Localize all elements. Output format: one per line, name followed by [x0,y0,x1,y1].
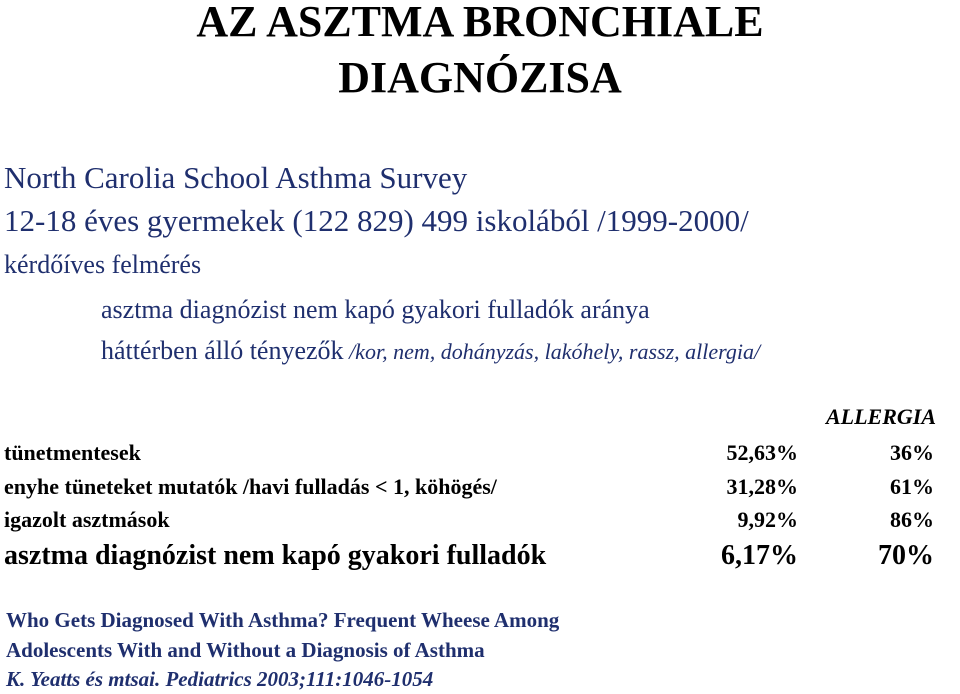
aim-factors-detail: /kor, nem, dohányzás, lakóhely, rassz, allergia/ [343,339,761,364]
reference-title-line-1: Who Gets Diagnosed With Asthma? Frequent Wheese Among [6,608,560,632]
aim-factors-main: háttérben álló tényezők [101,336,344,365]
reference-title-line-2: Adolescents With and Without a Diagnosis of Asthma [6,638,485,662]
survey-method: kérdőíves felmérés [4,250,202,279]
survey-population: 12-18 éves gyermekek (122 829) 499 iskolából /1999-2000/ [4,203,749,238]
row-percent-confirmed-asthma: 9,92% [737,507,798,532]
allergy-column-header: ALLERGIA [826,404,937,429]
reference-citation: K. Yeatts és mtsai. Pediatrics 2003;111:1046-1054 [6,667,434,691]
row-label-symptom-free: tünetmentesek [4,440,141,465]
row-label-mild-symptoms: enyhe tüneteket mutatók /havi fulladás < 1, köhögés/ [4,474,497,499]
slide-title-line-1: AZ ASZTMA BRONCHIALE [196,0,764,46]
row-allergy-symptom-free: 36% [890,440,934,465]
row-label-undiagnosed-wheezers: asztma diagnózist nem kapó gyakori fulladók [4,540,547,571]
row-percent-mild-symptoms: 31,28% [726,474,798,499]
slide-title-line-2: DIAGNÓZISA [338,53,622,102]
row-percent-symptom-free: 52,63% [726,440,798,465]
row-allergy-undiagnosed-wheezers: 70% [878,540,934,571]
row-percent-undiagnosed-wheezers: 6,17% [721,540,798,571]
row-allergy-confirmed-asthma: 86% [890,507,934,532]
row-label-confirmed-asthma: igazolt asztmások [4,507,170,532]
aim-diagnosis-ratio: asztma diagnózist nem kapó gyakori fulladók aránya [101,295,650,324]
aim-background-factors [101,338,760,364]
row-allergy-mild-symptoms: 61% [890,474,934,499]
survey-name: North Carolia School Asthma Survey [4,160,468,195]
